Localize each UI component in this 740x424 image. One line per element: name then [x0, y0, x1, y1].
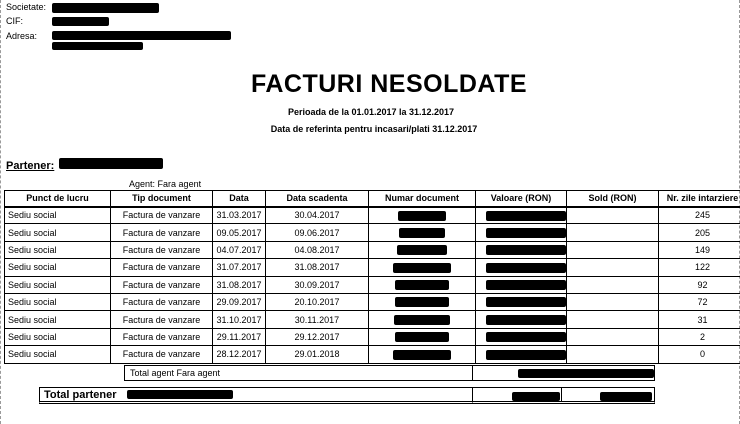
cell-tip: Factura de vanzare: [111, 224, 213, 241]
cell-numar: [369, 311, 476, 328]
valoare-redacted: [486, 280, 566, 290]
total-agent-label: Total agent Fara agent: [124, 365, 473, 381]
cell-data: 31.07.2017: [213, 259, 266, 276]
cell-sold: [567, 276, 659, 293]
cell-scadenta: 29.12.2017: [266, 328, 369, 345]
cell-tip: Factura de vanzare: [111, 293, 213, 310]
cell-numar: [369, 346, 476, 363]
cell-sold: [567, 241, 659, 258]
cell-zile: 31: [659, 311, 740, 328]
total-agent-redacted: [518, 369, 654, 378]
cell-valoare: [476, 346, 567, 363]
col-header-data: Data: [213, 191, 266, 207]
cell-tip: Factura de vanzare: [111, 346, 213, 363]
total-partner-name-redacted: [127, 390, 233, 399]
valoare-redacted: [486, 297, 566, 307]
address-line2-redacted: [52, 42, 143, 50]
cell-punct: Sediu social: [5, 311, 111, 328]
address-label: Adresa:: [6, 31, 38, 41]
cell-data: 29.09.2017: [213, 293, 266, 310]
cell-valoare: [476, 207, 567, 224]
agent-label: Agent:: [129, 179, 156, 189]
numar-redacted: [399, 228, 445, 238]
cell-numar: [369, 224, 476, 241]
numar-redacted: [393, 350, 451, 360]
col-header-zile: Nr. zile intarziere: [659, 191, 740, 207]
cell-zile: 2: [659, 328, 740, 345]
cell-numar: [369, 293, 476, 310]
total-partner-value-redacted: [512, 392, 560, 401]
cell-punct: Sediu social: [5, 224, 111, 241]
table-row: [5, 224, 740, 241]
cell-tip: Factura de vanzare: [111, 259, 213, 276]
cif-label: CIF:: [6, 16, 23, 26]
cell-punct: Sediu social: [5, 259, 111, 276]
cell-numar: [369, 276, 476, 293]
cell-scadenta: 30.11.2017: [266, 311, 369, 328]
cell-tip: Factura de vanzare: [111, 241, 213, 258]
cell-zile: 0: [659, 346, 740, 363]
cell-punct: Sediu social: [5, 276, 111, 293]
cell-punct: Sediu social: [5, 328, 111, 345]
partner-label: Partener:: [6, 160, 55, 172]
cell-valoare: [476, 311, 567, 328]
cell-sold: [567, 346, 659, 363]
agent-value: Fara agent: [157, 179, 202, 189]
cell-data: 04.07.2017: [213, 241, 266, 258]
cell-numar: [369, 259, 476, 276]
partner-name-redacted: [59, 158, 163, 169]
cell-zile: 92: [659, 276, 740, 293]
cell-sold: [567, 311, 659, 328]
cell-valoare: [476, 259, 567, 276]
total-partner-sold-redacted: [600, 392, 652, 401]
cell-scadenta: 31.08.2017: [266, 259, 369, 276]
cell-punct: Sediu social: [5, 293, 111, 310]
valoare-redacted: [486, 228, 566, 238]
table-row: [5, 293, 740, 310]
cell-data: 28.12.2017: [213, 346, 266, 363]
cell-punct: Sediu social: [5, 207, 111, 224]
table-row: [5, 311, 740, 328]
cell-sold: [567, 207, 659, 224]
col-header-tip: Tip document: [111, 191, 213, 207]
cell-punct: Sediu social: [5, 346, 111, 363]
cell-scadenta: 20.10.2017: [266, 293, 369, 310]
valoare-redacted: [486, 263, 566, 273]
cell-scadenta: 29.01.2018: [266, 346, 369, 363]
numar-redacted: [398, 211, 446, 221]
cell-tip: Factura de vanzare: [111, 311, 213, 328]
numar-redacted: [395, 297, 449, 307]
col-header-scadenta: Data scadenta: [266, 191, 369, 207]
cell-numar: [369, 328, 476, 345]
cell-valoare: [476, 276, 567, 293]
table-row: [5, 328, 740, 345]
valoare-redacted: [486, 332, 566, 342]
cell-tip: Factura de vanzare: [111, 207, 213, 224]
table-row: [5, 207, 740, 224]
cell-sold: [567, 224, 659, 241]
col-header-valoare: Valoare (RON): [476, 191, 567, 207]
total-partner-divider: [561, 388, 562, 402]
cell-tip: Factura de vanzare: [111, 328, 213, 345]
cell-data: 29.11.2017: [213, 328, 266, 345]
cell-zile: 72: [659, 293, 740, 310]
cell-zile: 245: [659, 207, 740, 224]
cell-sold: [567, 259, 659, 276]
agent-line: [129, 179, 201, 189]
numar-redacted: [395, 280, 449, 290]
col-header-sold: Sold (RON): [567, 191, 659, 207]
cell-valoare: [476, 224, 567, 241]
cell-tip: Factura de vanzare: [111, 276, 213, 293]
cell-zile: 205: [659, 224, 740, 241]
report-period: Perioada de la 01.01.2017 la 31.12.2017: [287, 107, 455, 117]
table-header-row: [5, 191, 740, 207]
cell-valoare: [476, 293, 567, 310]
numar-redacted: [394, 315, 450, 325]
valoare-redacted: [486, 350, 566, 360]
cell-numar: [369, 241, 476, 258]
cell-sold: [567, 293, 659, 310]
reference-date: Data de referinta pentru incasari/plati 31.12.2017: [270, 124, 478, 134]
cell-sold: [567, 328, 659, 345]
cell-data: 09.05.2017: [213, 224, 266, 241]
cell-data: 31.08.2017: [213, 276, 266, 293]
company-name-redacted: [52, 3, 159, 13]
col-header-numar: Numar document: [369, 191, 476, 207]
table-row: [5, 276, 740, 293]
total-partner-label: Total partener: [39, 387, 473, 404]
cell-zile: 122: [659, 259, 740, 276]
valoare-redacted: [486, 315, 566, 325]
col-header-punct: Punct de lucru: [5, 191, 111, 207]
cell-data: 31.03.2017: [213, 207, 266, 224]
cell-scadenta: 04.08.2017: [266, 241, 369, 258]
valoare-redacted: [486, 245, 566, 255]
cell-numar: [369, 207, 476, 224]
numar-redacted: [393, 263, 451, 273]
cell-valoare: [476, 328, 567, 345]
numar-redacted: [395, 332, 449, 342]
cell-scadenta: 30.04.2017: [266, 207, 369, 224]
numar-redacted: [397, 245, 447, 255]
cell-zile: 149: [659, 241, 740, 258]
cell-punct: Sediu social: [5, 241, 111, 258]
address-line1-redacted: [52, 31, 231, 40]
company-label: Societate:: [6, 2, 47, 12]
invoices-table: [4, 190, 740, 364]
total-agent-amount: [472, 365, 655, 381]
table-row: [5, 346, 740, 363]
total-partner-amount: [472, 387, 655, 404]
table-row: [5, 259, 740, 276]
report-title: FACTURI NESOLDATE: [250, 70, 528, 98]
cif-redacted: [52, 17, 109, 26]
cell-valoare: [476, 241, 567, 258]
cell-scadenta: 09.06.2017: [266, 224, 369, 241]
valoare-redacted: [486, 211, 566, 221]
cell-data: 31.10.2017: [213, 311, 266, 328]
table-row: [5, 241, 740, 258]
cell-scadenta: 30.09.2017: [266, 276, 369, 293]
